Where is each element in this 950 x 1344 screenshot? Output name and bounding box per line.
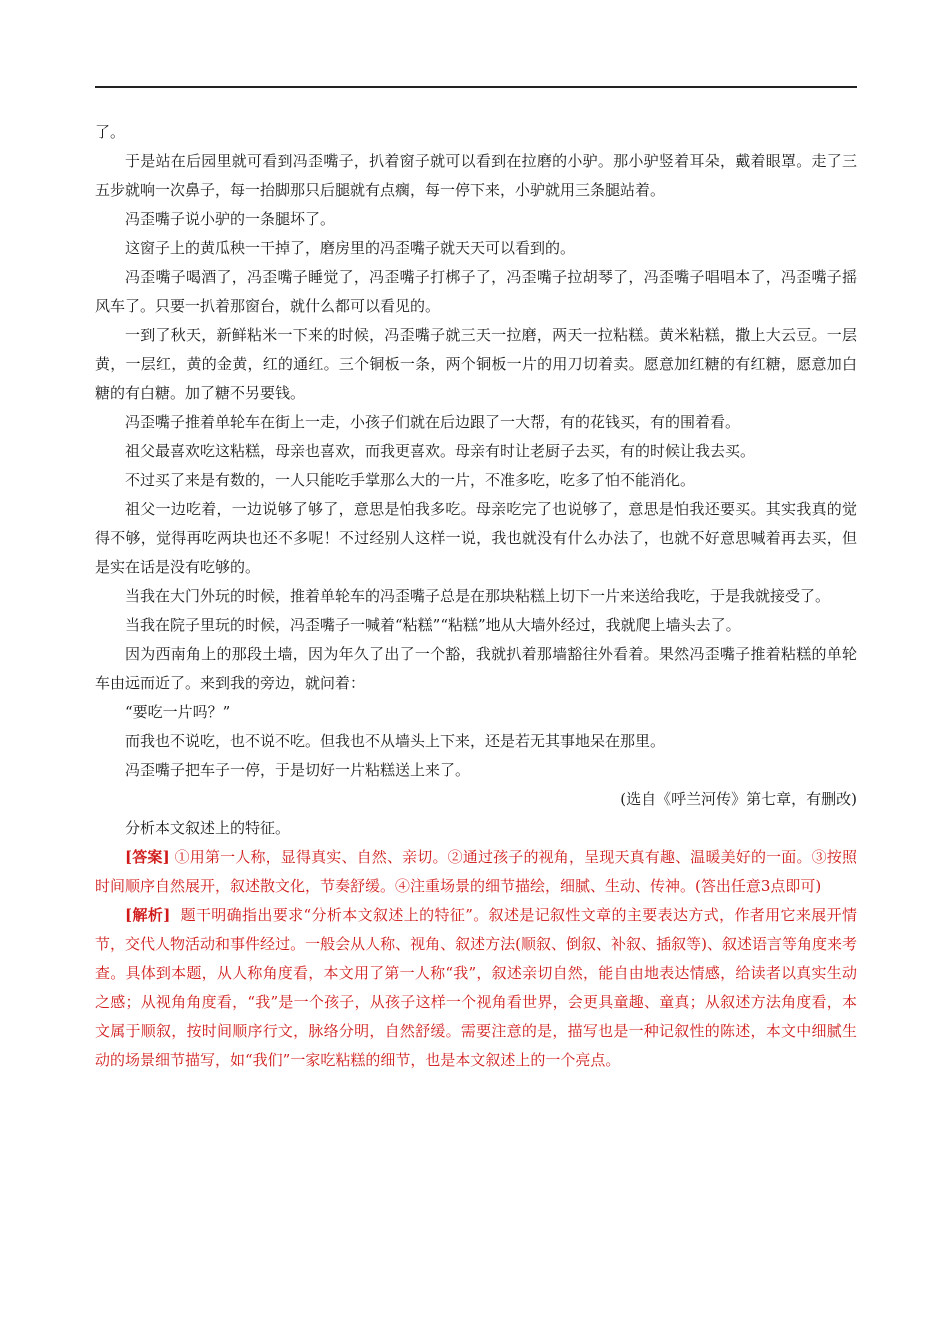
paragraph: 因为西南角上的那段土墙，因为年久了出了一个豁，我就扒着那墙豁往外看着。果然冯歪嘴子推着粘糕的单轮车由远而近了。来到我的旁边，就问着：: [95, 645, 857, 692]
paragraph: 祖父一边吃着，一边说够了够了，意思是怕我多吃。母亲吃完了也说够了，意思是怕我还要买。其实我真的觉得不够，觉得再吃两块也还不多呢！不过经别人这样一说，我也就没有什么办法了，也就不好意思喊着再去买，但是实在话是没有吃够的。: [95, 500, 857, 576]
paragraph: 当我在大门外玩的时候，推着单轮车的冯歪嘴子总是在那块粘糕上切下一片来送给我吃，于是我就接受了。: [125, 587, 831, 605]
paragraph: 不过买了来是有数的，一人只能吃手掌那么大的一片，不准多吃，吃多了怕不能消化。: [125, 471, 696, 489]
analysis-label: [解析]: [125, 906, 171, 924]
paragraph: 而我也不说吃，也不说不吃。但我也不从墙头上下来，还是若无其事地呆在那里。: [125, 732, 666, 750]
paragraph: 冯歪嘴子把车子一停，于是切好一片粘糕送上来了。: [125, 761, 471, 779]
paragraph: “要吃一片吗？”: [125, 703, 231, 721]
paragraph: 当我在院子里玩的时候，冯歪嘴子一喊着“粘糕”“粘糕”地从大墙外经过，我就爬上墙头去了。: [125, 616, 741, 634]
document-body: [95, 118, 857, 1075]
analysis-block: [95, 901, 857, 1075]
paragraph: 冯歪嘴子推着单轮车在街上一走，小孩子们就在后边跟了一大帮，有的花钱买，有的围着看。: [125, 413, 741, 431]
paragraph: 冯歪嘴子说小驴的一条腿坏了。: [125, 210, 336, 228]
header-rule: [95, 86, 857, 88]
source-citation: (选自《呼兰河传》第七章，有删改): [620, 790, 857, 808]
paragraph: 这窗子上的黄瓜秧一干掉了，磨房里的冯歪嘴子就天天可以看到的。: [125, 239, 576, 257]
paragraph: 一到了秋天，新鲜粘米一下来的时候，冯歪嘴子就三天一拉磨，两天一拉粘糕。黄米粘糕，撒上大云豆。一层黄，一层红，黄的金黄，红的通红。三个铜板一条，两个铜板一片的用刀切着卖。愿意加红糖的有红糖，愿意加白糖的有白糖。加了糖不另要钱。: [95, 326, 857, 402]
answer-text: ①用第一人称，显得真实、自然、亲切。②通过孩子的视角，呈现天真有趣、温暖美好的一面。③按照时间顺序自然展开，叙述散文化，节奏舒缓。④注重场景的细节描绘，细腻、生动、传神。(答出任意3点即可): [95, 848, 857, 895]
question: 分析本文叙述上的特征。: [125, 819, 291, 837]
paragraph: 祖父最喜欢吃这粘糕，母亲也喜欢，而我更喜欢。母亲有时让老厨子去买，有的时候让我去买。: [125, 442, 756, 460]
answer-label: [答案]: [125, 848, 170, 866]
paragraph: 了。: [95, 123, 126, 141]
paragraph: 冯歪嘴子喝酒了，冯歪嘴子睡觉了，冯歪嘴子打梆子了，冯歪嘴子拉胡琴了，冯歪嘴子唱唱本了，冯歪嘴子摇风车了。只要一扒着那窗台，就什么都可以看见的。: [95, 268, 857, 315]
answer-block: [95, 843, 857, 901]
paragraph: 于是站在后园里就可看到冯歪嘴子，扒着窗子就可以看到在拉磨的小驴。那小驴竖着耳朵，戴着眼罩。走了三五步就响一次鼻子，每一抬脚那只后腿就有点瘸，每一停下来，小驴就用三条腿站着。: [95, 152, 857, 199]
analysis-text: 题干明确指出要求“分析本文叙述上的特征”。叙述是记叙性文章的主要表达方式，作者用它来展开情节，交代人物活动和事件经过。一般会从人称、视角、叙述方法(顺叙、倒叙、补叙、插叙等)、叙述语言等角度来考查。具体到本题，从人称角度看，本文用了第一人称“我”，叙述亲切自然，能自由地表达情感，给读者以真实生动之感；从视角角度看，“我”是一个孩子，从孩子这样一个视角看世界，会更具童趣、童真；从叙述方法角度看，本文属于顺叙，按时间顺序行文，脉络分明，自然舒缓。需要注意的是，描写也是一种记叙性的陈述，本文中细腻生动的场景细节描写，如“我们”一家吃粘糕的细节，也是本文叙述上的一个亮点。: [95, 906, 857, 1069]
